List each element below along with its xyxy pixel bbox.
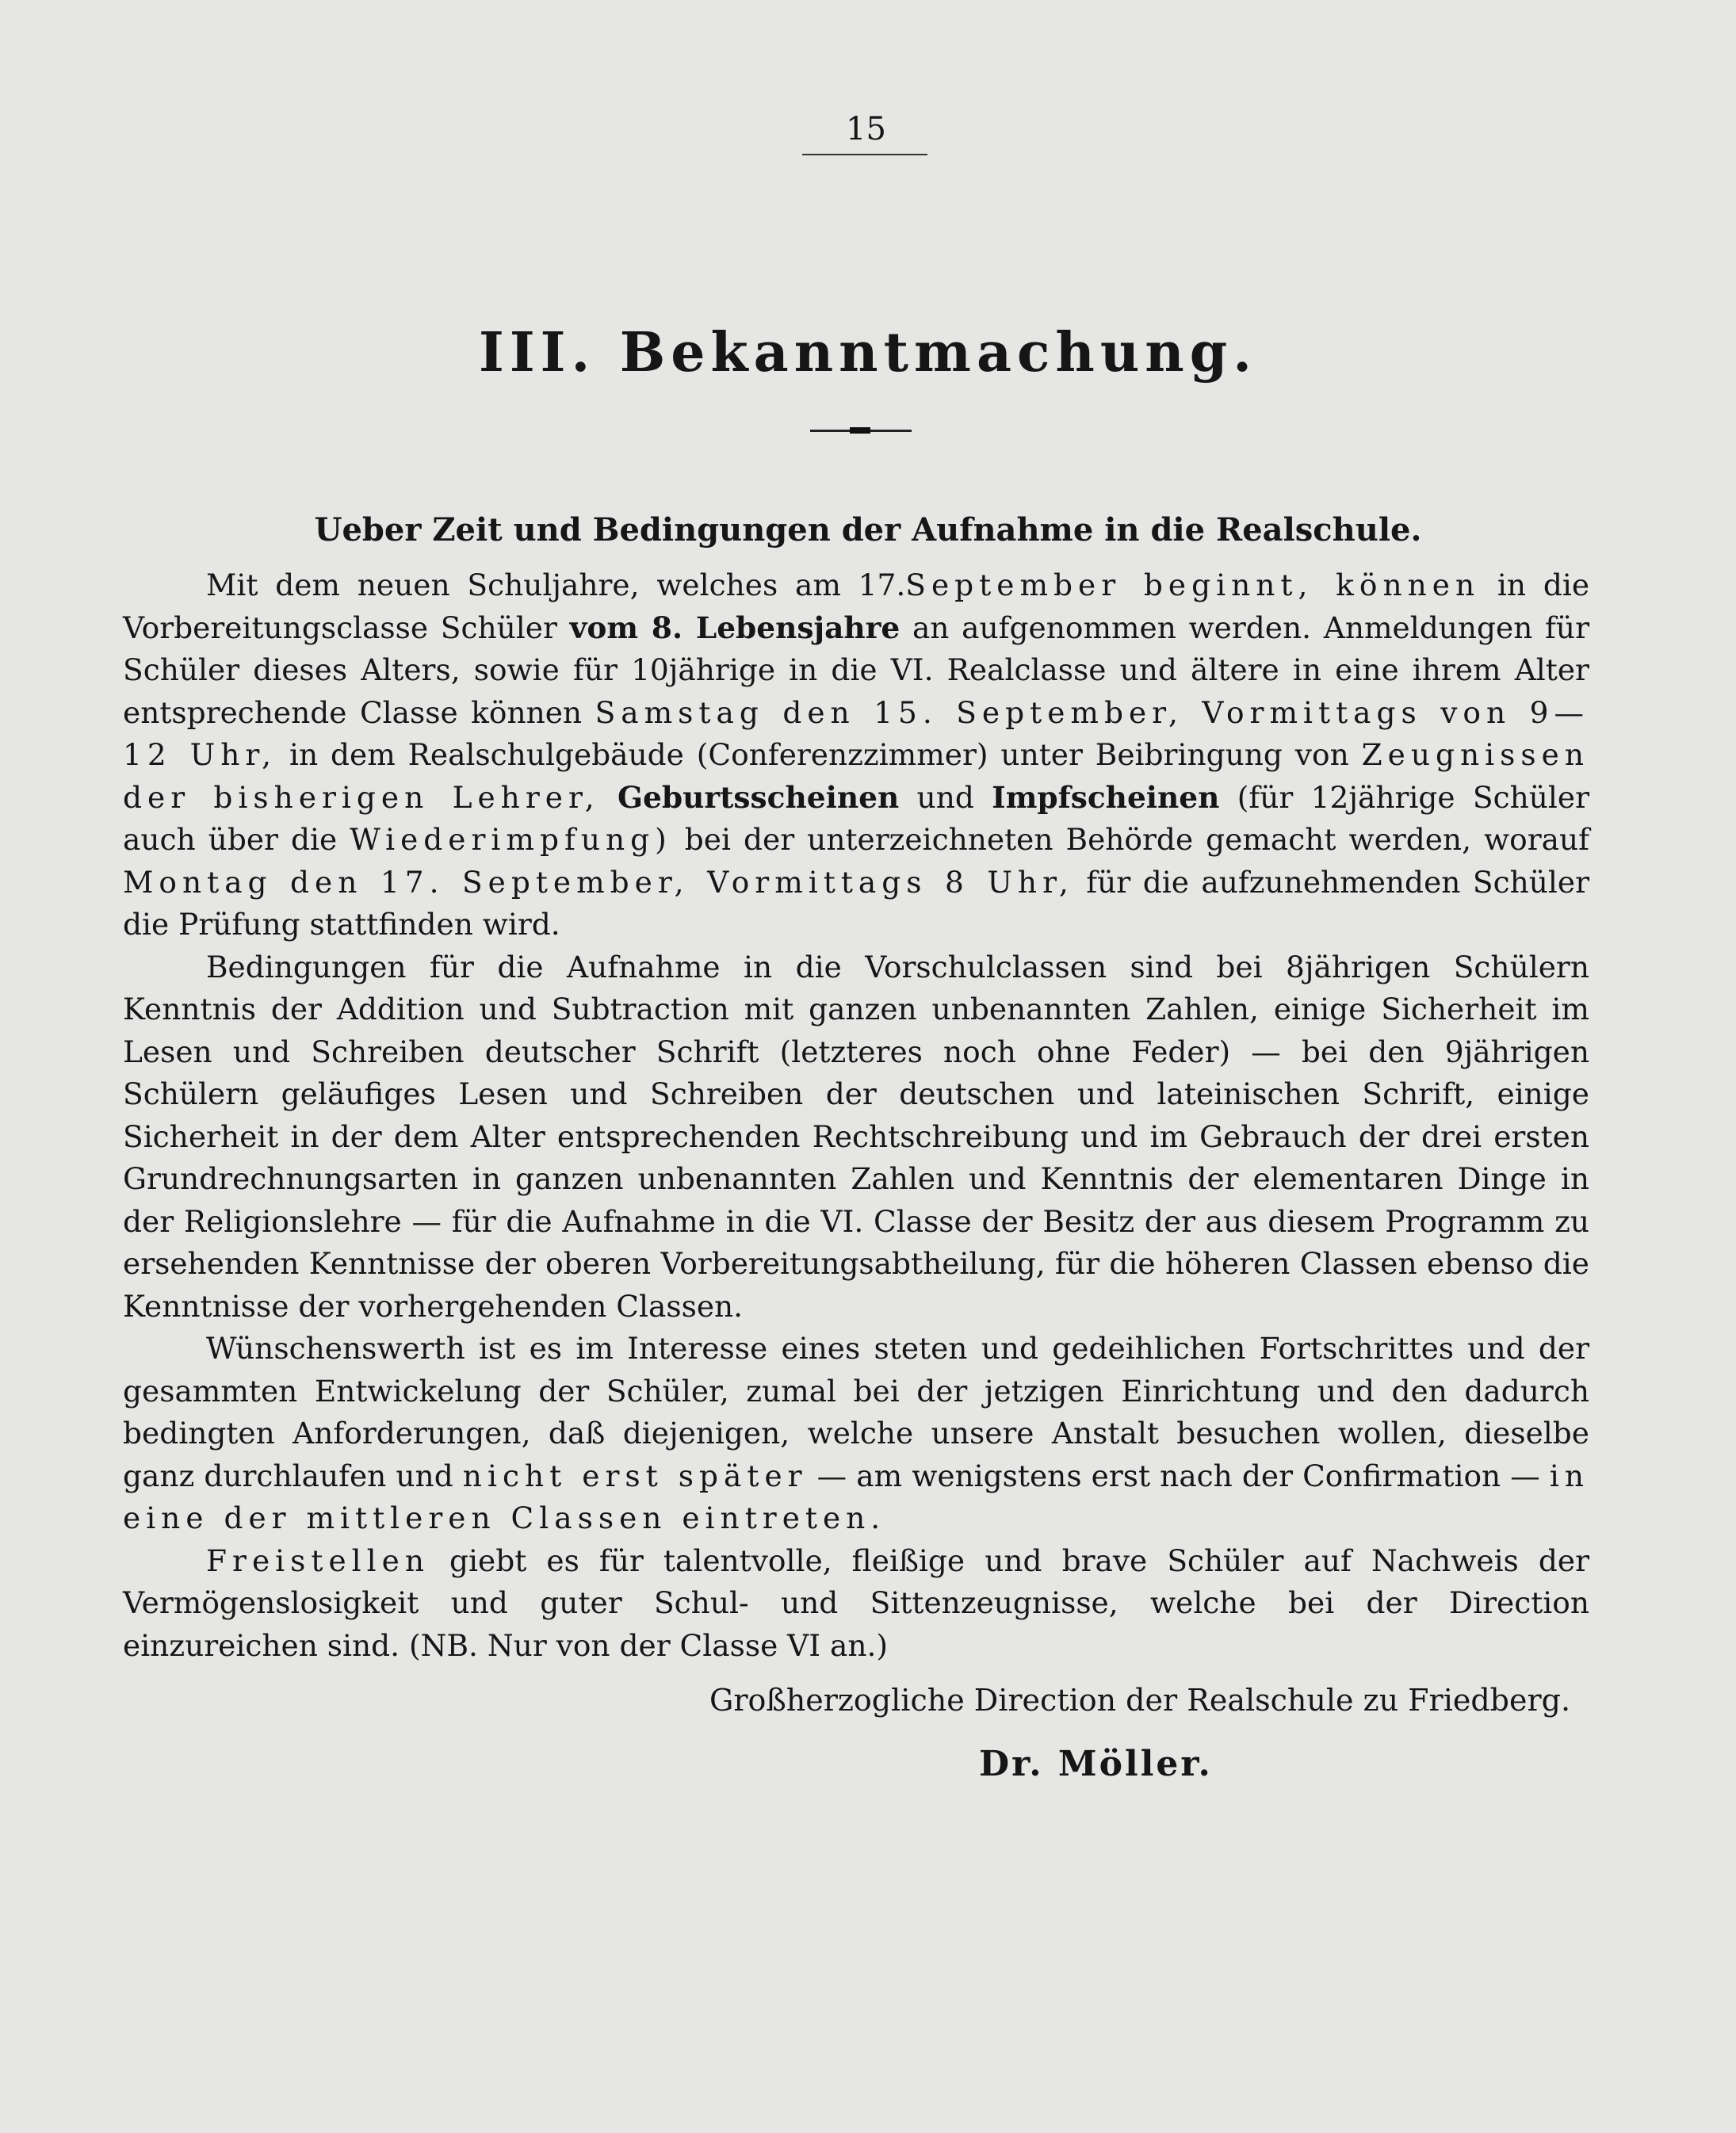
spaced-text: Freistellen [206,1542,430,1578]
signature-name: Dr. Möller. [979,1744,1213,1784]
bold-text: Impfscheinen [992,779,1220,815]
text-run: für die aufzunehmenden Schüler die Prüfung stattfinden wird. [123,864,1589,942]
spaced-text: Montag den 17. September, Vormittags 8 Uhr, [123,864,1074,900]
spaced-text: nicht erst später [462,1458,808,1493]
text-run: bei der unterzeichneten Behörde gemacht werden, worauf [671,822,1590,857]
announcement-body [123,564,1589,1667]
paragraph-recommendation [123,1328,1589,1540]
text-run: und [899,779,992,815]
spaced-text: Samstag den 15. September, Vormittags von 9—12 Uhr, [123,694,1589,772]
bold-text: Geburtsscheinen [617,779,900,815]
text-run: (für 12jährige Schüler auch über die [123,779,1589,857]
text-run: — am wenigstens erst nach der Confirmation — [807,1458,1550,1493]
paragraph-admission-requirements: Bedingungen für die Aufnahme in die Vorschulclassen sind bei 8jährigen Schülern Kenntnis der Addition und Subtraction mit ganzen unbenannten Zahlen, einige Sicherheit im Lesen und Schreiben deutscher Schrift (letzteres noch ohne Feder) — bei den 9jährigen Schülern geläufiges Lesen und Schreiben der deutschen und lateinischen Schrift, einige Sicherheit in der dem Alter entsprechenden Rechtschreibung und im Gebrauch der drei ersten Grundrechnungsarten in ganzen unbenannten Zahlen und Kenntnis der elementaren Dinge in der Religionslehre — für die Aufnahme in die VI. Classe der Besitz der aus diesem Programm zu ersehenden Kenntnisse der oberen Vorbereitungsabtheilung, für die höheren Classen ebenso die Kenntnisse der vorhergehenden Classen. [123,949,1589,1324]
text-run: in die Vorbereitungsclasse Schüler [123,568,1590,645]
text-run: giebt es für talentvolle, fleißige und brave Schüler auf Nachweis der Vermögenslosigkeit und guter Schul- und Sittenzeugnisse, welche bei der Direction einzureichen sind. (NB. Nur von der Classe VI an.) [123,1542,1589,1663]
title-divider-center [850,427,870,434]
paragraph-free-places [123,1540,1589,1668]
subtitle: Ueber Zeit und Bedingungen der Aufnahme in die Realschule. [314,511,1422,549]
page-number: 15 [846,111,886,147]
text-run [600,780,618,815]
spaced-text: in eine der mittleren Classen eintreten. [123,1458,1590,1535]
text-run: an aufgenommen werden. Anmeldungen für Schüler dieses Alters, sowie für 10jährige in die VI. Realclasse und ältere in eine ihrem Alter entsprechende Classe können [123,610,1590,730]
spaced-text: September beginnt, können [905,568,1481,602]
bold-text: vom 8. Lebensjahre [569,610,901,645]
spaced-text: Zeugnissen der bisherigen Lehrer, [123,737,1589,815]
spaced-text: Wiederimpfung) [350,822,672,857]
section-title: III. Bekanntmachung. [479,321,1257,384]
text-run: Mit dem neuen Schuljahre, welches am 17. [206,568,906,602]
text-run: Wünschenswerth ist es im Interesse eines steten und gedeihlichen Fortschrittes und der gesammten Entwickelung der Schüler, zumal bei der jetzigen Einrichtung und den dadurch bedingten Anforderungen, daß diejenigen, welche unsere Anstalt besuchen wollen, dieselbe ganz durchlaufen und [123,1331,1589,1493]
signature-institution: Großherzogliche Direction der Realschule zu Friedberg. [709,1683,1571,1718]
page-number-rule [802,154,927,155]
text-run: in dem Realschulgebäude (Conferenzzimmer) unter Beibringung von [277,737,1362,772]
paragraph-admission-dates [123,564,1589,946]
